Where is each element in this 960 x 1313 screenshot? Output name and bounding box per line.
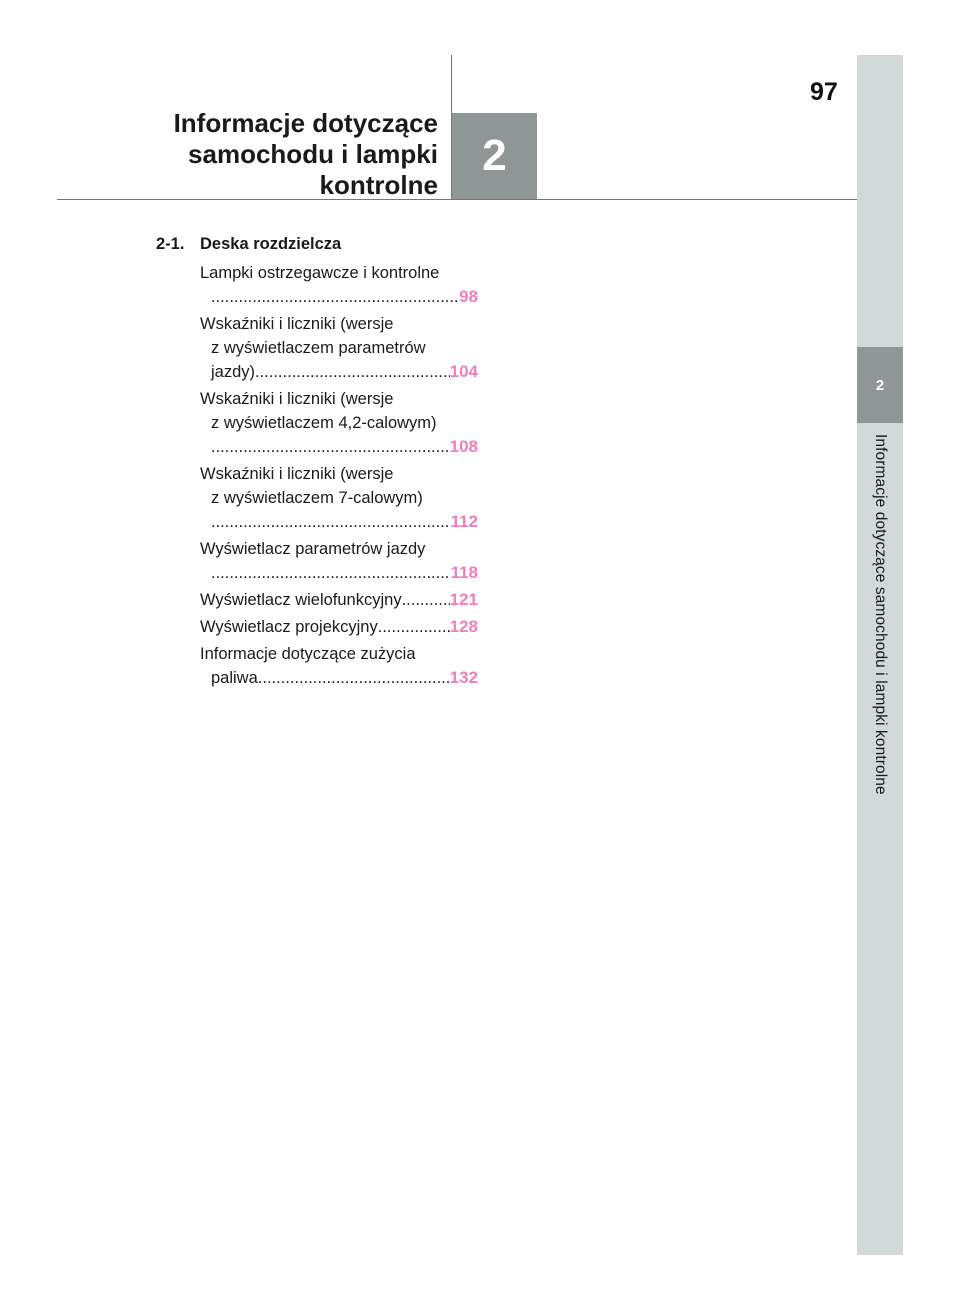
toc-entry-line: Wskaźniki i liczniki (wersje (200, 390, 394, 408)
toc-entry[interactable] (200, 537, 478, 585)
toc-dot-leader (255, 360, 450, 384)
toc-page-link[interactable]: 128 (449, 617, 478, 636)
toc-entry[interactable] (200, 462, 478, 534)
toc-entry-line: Wskaźniki i liczniki (wersje (200, 465, 394, 483)
toc-dot-leader (211, 285, 459, 309)
chapter-number-box: 2 (452, 113, 537, 199)
toc-page-link[interactable]: 108 (449, 437, 478, 456)
toc-page-link[interactable]: 98 (459, 287, 478, 306)
toc-entry-leader-line (200, 561, 478, 585)
toc-entry[interactable] (200, 387, 478, 459)
section-number: 2-1. (156, 235, 185, 253)
toc-dot-leader (378, 615, 450, 639)
toc-entry-line: z wyświetlaczem 7-calowym) (211, 489, 423, 507)
toc-page-link[interactable]: 112 (450, 512, 478, 531)
chapter-title-line: Informacje dotyczące (173, 108, 438, 138)
toc-entry-leader-line (200, 588, 478, 612)
toc-entry-text: jazdy) (211, 363, 256, 381)
chapter-title-line: samochodu i lampki (188, 139, 438, 169)
toc-dot-leader (211, 435, 450, 459)
toc-entry[interactable] (200, 588, 478, 612)
section-heading (156, 235, 341, 254)
section-title: Deska rozdzielcza (200, 235, 342, 253)
toc-entry-line: Wyświetlacz parametrów jazdy (200, 540, 426, 558)
chapter-title-line: kontrolne (319, 170, 438, 200)
toc-entry-leader-line (200, 360, 478, 384)
toc-dot-leader (402, 588, 450, 612)
toc-page-link[interactable]: 104 (449, 362, 478, 381)
toc-entry-line: Informacje dotyczące zużycia (200, 645, 416, 663)
toc-dot-leader (211, 510, 451, 534)
table-of-contents (200, 261, 478, 693)
toc-entry[interactable] (200, 615, 478, 639)
toc-entry[interactable] (200, 261, 478, 309)
toc-entry-line: Lampki ostrzegawcze i kontrolne (200, 264, 440, 282)
toc-entry-leader-line (200, 615, 478, 639)
toc-dot-leader (211, 561, 451, 585)
toc-entry-leader-line (200, 435, 478, 459)
toc-entry-leader-line (200, 510, 478, 534)
side-chapter-tab[interactable]: 2 (857, 347, 903, 423)
toc-dot-leader (258, 666, 450, 690)
toc-page-link[interactable]: 118 (450, 563, 478, 582)
page-number: 97 (810, 78, 838, 106)
toc-page-link[interactable]: 132 (449, 668, 478, 687)
toc-page-link[interactable]: 121 (449, 590, 478, 609)
toc-entry-text: Wyświetlacz projekcyjny (200, 618, 378, 636)
toc-entry-text: paliwa (211, 669, 258, 687)
toc-entry-text: Wyświetlacz wielofunkcyjny (200, 591, 402, 609)
toc-entry-line: z wyświetlaczem 4,2-calowym) (211, 414, 437, 432)
toc-entry-leader-line (200, 285, 478, 309)
toc-entry[interactable] (200, 642, 478, 690)
toc-entry-line: z wyświetlaczem parametrów (211, 339, 426, 357)
chapter-title (174, 108, 438, 201)
toc-entry[interactable] (200, 312, 478, 384)
toc-entry-leader-line (200, 666, 478, 690)
toc-entry-line: Wskaźniki i liczniki (wersje (200, 315, 394, 333)
